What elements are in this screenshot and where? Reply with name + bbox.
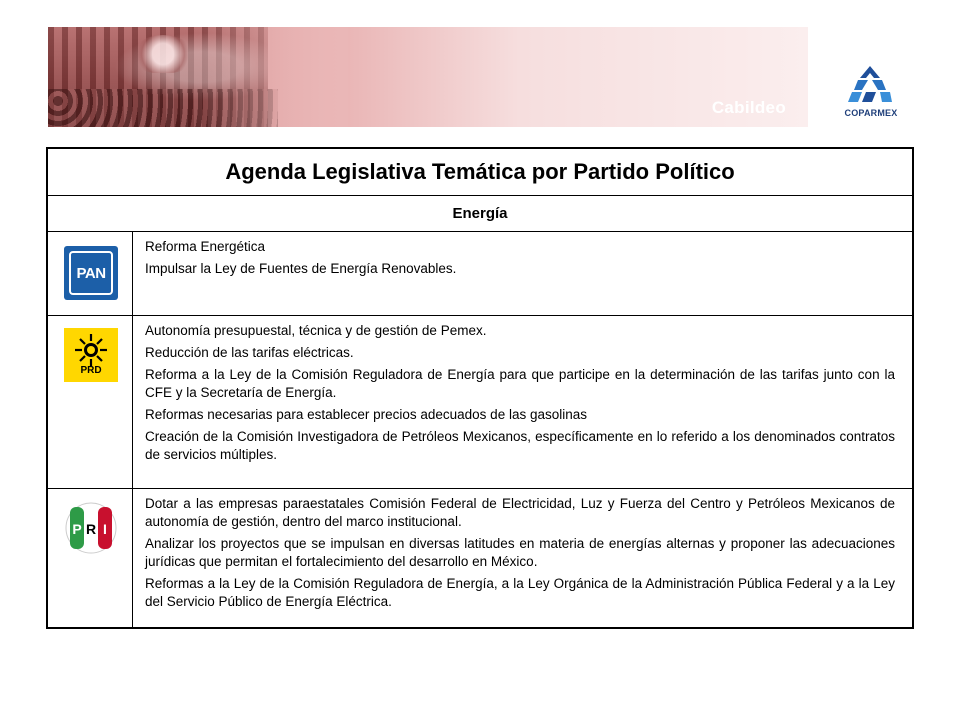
agenda-table: [46, 147, 914, 629]
table-title: Agenda Legislativa Temática por Partido Político: [48, 149, 912, 196]
table-subtitle: Energía: [48, 196, 912, 232]
list-item: Reformas a la Ley de la Comisión Reguladora de Energía, a la Ley Orgánica de la Administración Pública Federal y a la Ley del Servicio Público de Energía Eléctrica.: [145, 576, 895, 609]
svg-text:R: R: [85, 521, 97, 537]
table-row-pan: [48, 232, 912, 316]
table-row-pri: [48, 489, 912, 627]
proposals-cell: [145, 495, 895, 615]
coparmex-logo: [832, 64, 910, 126]
svg-text:P: P: [72, 521, 82, 537]
list-item: Reforma a la Ley de la Comisión Reguladora de Energía para que participe en la determinación de las tarifas junto con la CFE y la Secretaría de Energía.: [145, 367, 895, 400]
logo-cell: [48, 232, 133, 315]
list-item: Dotar a las empresas paraestatales Comisión Federal de Electricidad, Luz y Fuerza del Centro y Petróleos Mexicanos de autonomía de gestión, dentro del marco institucional.: [145, 496, 895, 529]
pan-logo-text: PAN: [69, 251, 113, 295]
list-item: Impulsar la Ley de Fuentes de Energía Renovables.: [145, 261, 457, 276]
logo-cell: [48, 316, 133, 488]
svg-text:I: I: [103, 521, 107, 537]
coparmex-logo-icon: [846, 64, 894, 106]
list-item: Creación de la Comisión Investigadora de Petróleos Mexicanos, específicamente en lo referido a los denominados contratos de servicios múltiples.: [145, 429, 895, 462]
list-item: Autonomía presupuestal, técnica y de gestión de Pemex.: [145, 323, 487, 338]
pri-logo-icon: [64, 501, 118, 555]
national-seal-icon: [133, 35, 193, 73]
list-item: Reforma Energética: [145, 239, 266, 254]
list-item: Analizar los proyectos que se impulsan en diversas latitudes en materia de energías alternas y proponer las adecuaciones jurídicas que permitan el fortalecimiento del desarrollo en México.: [145, 536, 895, 569]
table-row-prd: [48, 316, 912, 489]
prd-logo-text: PRD: [80, 365, 102, 376]
proposals-cell: [145, 238, 895, 282]
pan-logo-icon: [64, 246, 118, 300]
logo-cell: [48, 489, 133, 627]
logo-text: COPARMEX: [844, 108, 898, 118]
prd-logo-icon: [64, 328, 118, 382]
proposals-cell: [145, 322, 895, 468]
banner-label: Cabildeo: [711, 98, 786, 117]
list-item: Reformas necesarias para establecer precios adecuados de las gasolinas: [145, 407, 587, 422]
header-banner: [48, 27, 808, 127]
list-item: Reducción de las tarifas eléctricas.: [145, 345, 354, 360]
